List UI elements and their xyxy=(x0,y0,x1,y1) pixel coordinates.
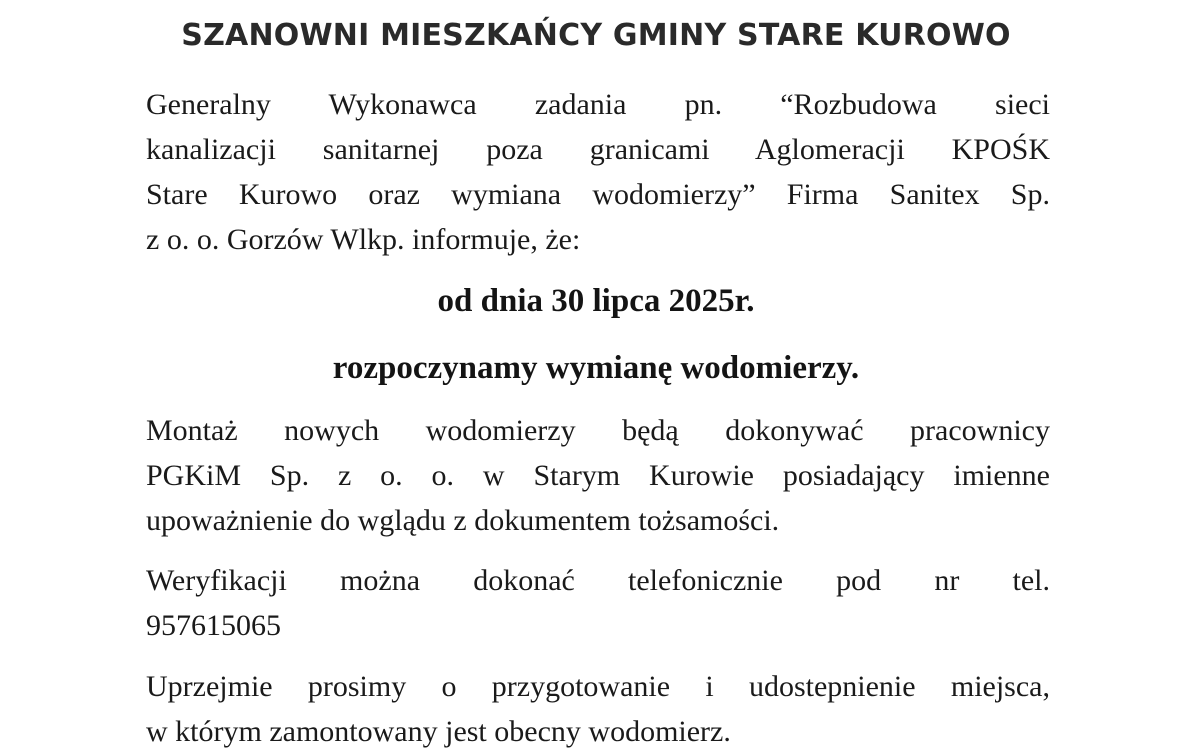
replacement-heading: rozpoczynamy wymianę wodomierzy. xyxy=(332,350,860,386)
request-line: w którym zamontowany jest obecny wodomierz. xyxy=(146,715,731,748)
intro-paragraph xyxy=(146,82,1050,262)
start-date-heading: od dnia 30 lipca 2025r. xyxy=(437,283,755,319)
installers-paragraph xyxy=(146,408,1050,543)
installers-line: PGKiM Sp. z o. o. w Starym Kurowie posiadający imienne xyxy=(146,459,1050,492)
verification-line: Weryfikacji można dokonać telefonicznie pod nr tel. xyxy=(146,564,1050,597)
intro-line: kanalizacji sanitarnej poza granicami Aglomeracji KPOŚK xyxy=(146,133,1050,166)
phone-number: 957615065 xyxy=(146,609,281,642)
installers-line: upoważnienie do wglądu z dokumentem tożsamości. xyxy=(146,504,780,537)
intro-line: Stare Kurowo oraz wymiana wodomierzy” Firma Sanitex Sp. xyxy=(146,178,1050,211)
verification-paragraph xyxy=(146,558,1050,648)
installers-line: Montaż nowych wodomierzy będą dokonywać pracownicy xyxy=(146,414,1050,447)
request-line: Uprzejmie prosimy o przygotowanie i udostepnienie miejsca, xyxy=(146,670,1050,703)
intro-line: z o. o. Gorzów Wlkp. informuje, że: xyxy=(146,223,581,256)
notice-title: SZANOWNI MIESZKAŃCY GMINY STARE KUROWO xyxy=(181,18,1011,53)
request-paragraph xyxy=(146,664,1050,751)
intro-line: Generalny Wykonawca zadania pn. “Rozbudowa sieci xyxy=(146,88,1050,121)
